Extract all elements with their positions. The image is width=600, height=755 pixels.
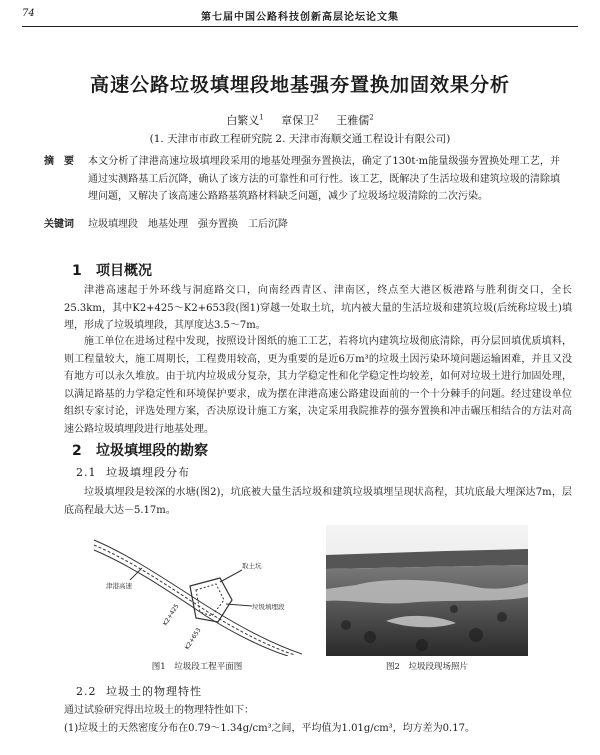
site-photo [326, 525, 528, 656]
section-title: 项目概况 [96, 263, 152, 279]
keywords-text: 垃圾填埋段 地基处理 强夯置换 工后沉降 [88, 219, 288, 230]
author-name: 王雅儒 [336, 114, 370, 127]
paper-title: 高速公路垃圾填埋段地基强夯置换加固效果分析 [89, 74, 510, 96]
subsection-title: 垃圾填埋段分布 [106, 466, 190, 479]
figure-1-plan [92, 526, 302, 656]
paragraph: 垃圾填埋段是较深的水塘(图2)，坑底被大量生活垃圾和建筑垃圾填埋呈现状高程，其坑底最大埋深达7m，层底高程最大达－5.17m。 [64, 487, 572, 516]
figure-2-photo [326, 525, 528, 656]
figure-1-caption: 图1 垃圾段工程平面图 [151, 662, 243, 672]
pit-outline [196, 584, 224, 616]
abstract-label: 摘 要 [44, 156, 74, 167]
keywords-block [44, 216, 578, 234]
pit-label: 取土坑 [242, 562, 262, 570]
subsection-heading [76, 683, 202, 699]
subsection-number: 2.1 [76, 466, 97, 479]
paragraph: 施工单位在进场过程中发现，按照设计图纸的施工工艺，若将坑内建筑垃圾彻底清除，再分层回填优质填料，则工程量较大，施工周期长，工程费用较高，更为重要的是近6万m³的垃圾土因污染环境问题运输困难，并且又没有地方可以永久堆放。由于坑内垃圾成分复杂，其力学稳定性和化学稳定性均较差，如何对垃圾土进行加固处理，以满足路基的力学稳定性和环境保护要求，成为摆在津港高速公路建设面前的一个十分棘手的问题。经过建设单位组织专家讨论，评选处理方案，否决原设计施工方案，决定采用我院推荐的强夯置换和冲击碾压相结合的方法对高速公路垃圾填埋段进行地基处理。 [64, 336, 572, 435]
paragraph: (1)垃圾土的天然密度分布在0.79～1.34g/cm³之间，平均值为1.01g/cm³，均方差为0.17。 [64, 723, 475, 734]
keywords-label: 关键词 [44, 219, 74, 230]
running-head [22, 8, 578, 24]
section-heading [72, 260, 152, 280]
subsection-title: 垃圾土的物理特性 [106, 685, 202, 698]
affiliation: (1. 天津市市政工程研究院 2. 天津市海顺交通工程设计有限公司) [149, 133, 451, 145]
plan-drawing [92, 526, 302, 656]
author-affiliation-mark: 2 [314, 113, 319, 122]
paragraph: 通过试验研究得出垃圾土的物理特性如下： [64, 705, 254, 716]
author-name: 章保卫 [281, 114, 315, 127]
chainage-label: K2+653 [183, 626, 203, 652]
author-affiliation-mark: 1 [259, 113, 264, 122]
section-number: 1 [72, 263, 82, 279]
road-label: 津港高速 [106, 582, 132, 590]
journal-title: 第七届中国公路科技创新高层论坛论文集 [201, 12, 399, 23]
landfill-label: 垃圾填埋段 [252, 603, 285, 611]
chainage-label: K2+425 [161, 602, 181, 628]
author-name: 白繁义 [226, 114, 260, 127]
section-title: 垃圾填埋段的勘察 [96, 443, 208, 459]
paragraph: 津港高速起于外环线与洞庭路交口，向南经西青区、津南区，终点至大港区板港路与胜利街交口，全长25.3km，其中K2+425～K2+653段(图1)穿越一处取土坑，坑内被大量的生活垃圾和建筑垃圾(后统称垃圾土)填埋，形成了垃圾填埋段，其厚度达3.5～7m。 [64, 285, 572, 331]
abstract-text: 本文分析了津港高速垃圾填埋段采用的地基处理强夯置换法，确定了130t·m能量级强夯置换处理工艺，并通过实测路基工后沉降，确认了该方法的可靠性和可行性。该工艺，既解决了生活垃圾和建筑垃圾的清除填埋问题，又解决了该高速公路路基筑路材料缺乏问题，减少了垃圾场垃圾清除的二次污染。 [88, 156, 560, 202]
page-number: 74 [22, 8, 35, 19]
subsection-number: 2.2 [76, 685, 97, 698]
author-affiliation-mark: 2 [369, 113, 374, 122]
section-heading [72, 440, 208, 460]
subsection-heading [76, 464, 190, 480]
header-rule [22, 26, 578, 27]
landfill-outline [190, 578, 232, 622]
abstract-block [44, 153, 578, 209]
author-line [0, 112, 600, 128]
section-number: 2 [72, 443, 82, 459]
figure-2-caption: 图2 垃圾段现场照片 [386, 662, 468, 672]
